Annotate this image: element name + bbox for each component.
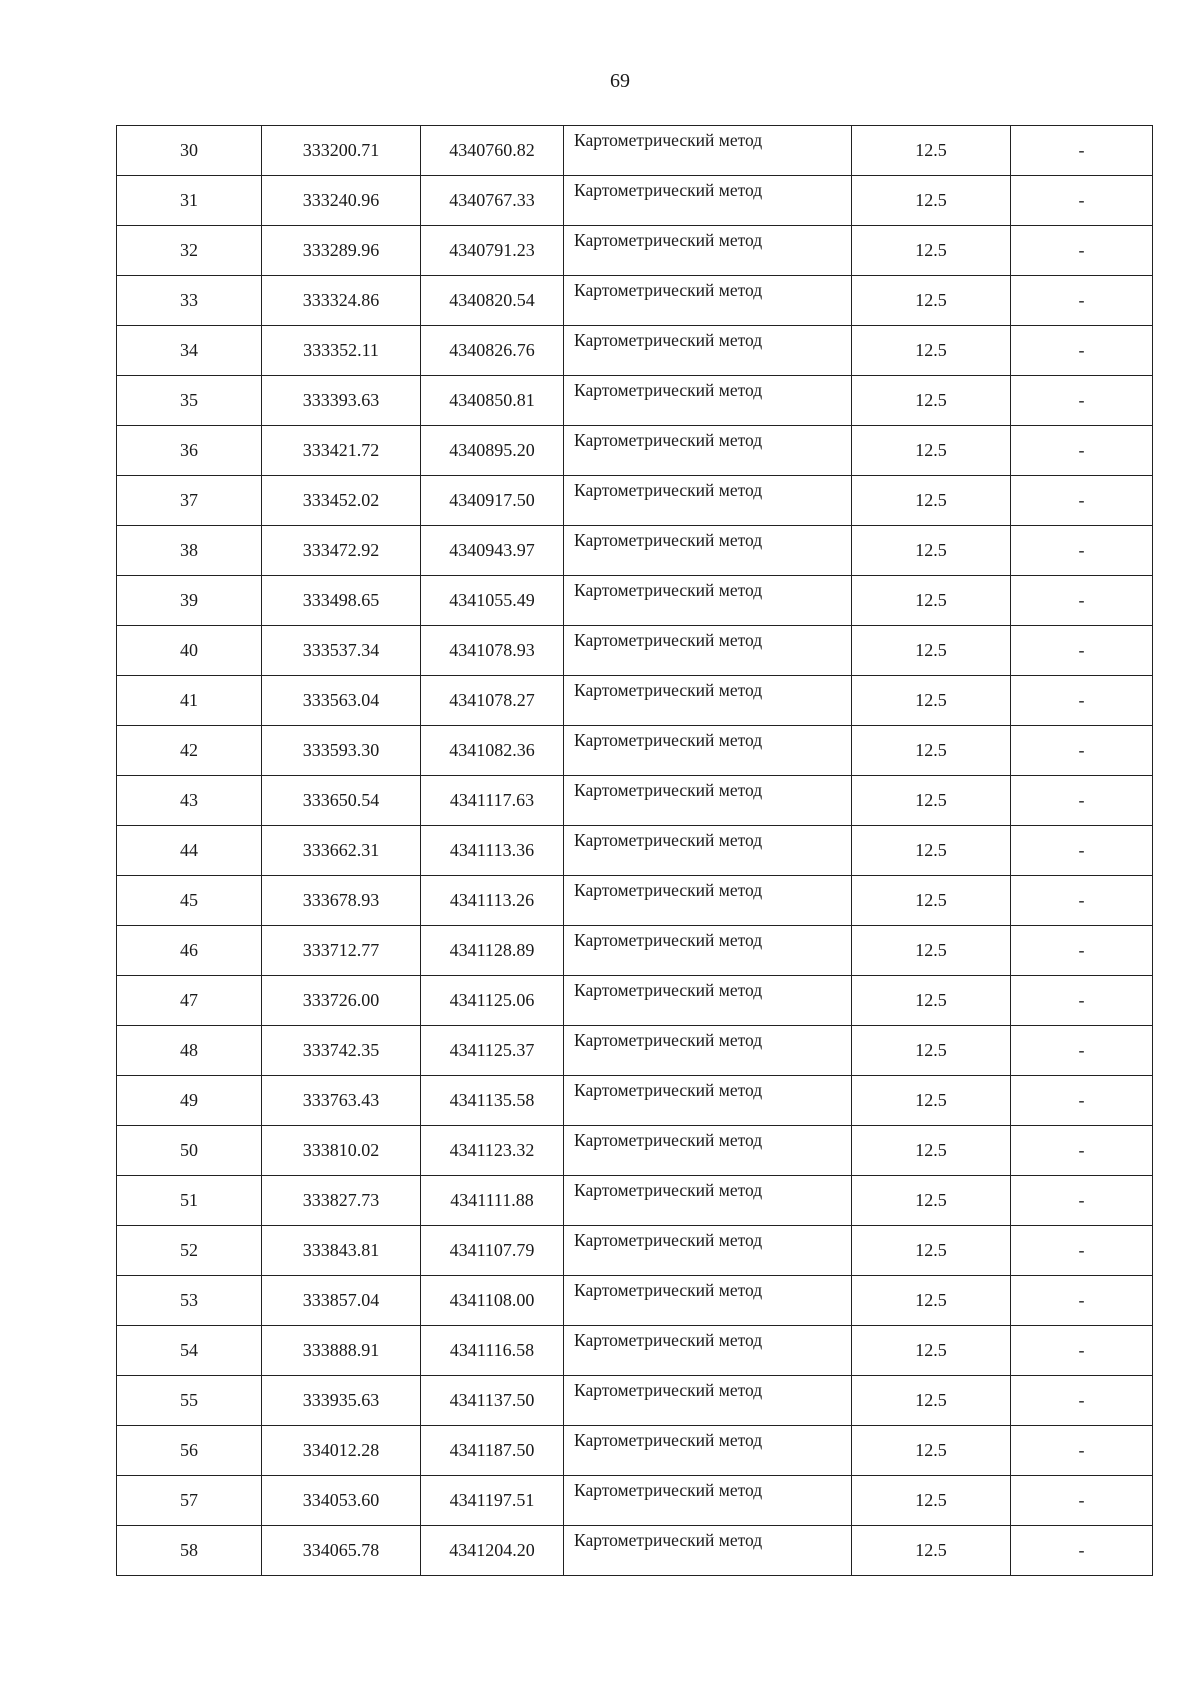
cell-accuracy: 12.5 <box>852 1526 1011 1576</box>
cell-method: Картометрический метод <box>564 526 852 576</box>
table-row <box>117 176 1153 226</box>
cell-x-coordinate: 333857.04 <box>262 1276 421 1326</box>
cell-point-number: 56 <box>117 1426 262 1476</box>
cell-note: - <box>1011 626 1153 676</box>
cell-x-coordinate: 333472.92 <box>262 526 421 576</box>
cell-point-number: 35 <box>117 376 262 426</box>
table-row <box>117 526 1153 576</box>
cell-point-number: 57 <box>117 1476 262 1526</box>
cell-y-coordinate: 4341113.26 <box>421 876 564 926</box>
cell-note: - <box>1011 226 1153 276</box>
table-row <box>117 1526 1153 1576</box>
cell-point-number: 49 <box>117 1076 262 1126</box>
cell-x-coordinate: 333393.63 <box>262 376 421 426</box>
cell-point-number: 32 <box>117 226 262 276</box>
cell-note: - <box>1011 676 1153 726</box>
cell-accuracy: 12.5 <box>852 426 1011 476</box>
cell-y-coordinate: 4341113.36 <box>421 826 564 876</box>
cell-x-coordinate: 333843.81 <box>262 1226 421 1276</box>
cell-note: - <box>1011 726 1153 776</box>
cell-x-coordinate: 333537.34 <box>262 626 421 676</box>
cell-x-coordinate: 333352.11 <box>262 326 421 376</box>
cell-y-coordinate: 4340791.23 <box>421 226 564 276</box>
cell-accuracy: 12.5 <box>852 1476 1011 1526</box>
cell-note: - <box>1011 476 1153 526</box>
cell-point-number: 39 <box>117 576 262 626</box>
cell-method: Картометрический метод <box>564 676 852 726</box>
cell-point-number: 45 <box>117 876 262 926</box>
table-row <box>117 1076 1153 1126</box>
cell-y-coordinate: 4341128.89 <box>421 926 564 976</box>
cell-method: Картометрический метод <box>564 1326 852 1376</box>
cell-y-coordinate: 4340826.76 <box>421 326 564 376</box>
cell-method: Картометрический метод <box>564 726 852 776</box>
cell-y-coordinate: 4341108.00 <box>421 1276 564 1326</box>
cell-note: - <box>1011 126 1153 176</box>
cell-x-coordinate: 333498.65 <box>262 576 421 626</box>
cell-note: - <box>1011 1026 1153 1076</box>
cell-point-number: 46 <box>117 926 262 976</box>
table-row <box>117 776 1153 826</box>
cell-note: - <box>1011 376 1153 426</box>
cell-point-number: 55 <box>117 1376 262 1426</box>
cell-point-number: 50 <box>117 1126 262 1176</box>
cell-method: Картометрический метод <box>564 1476 852 1526</box>
cell-method: Картометрический метод <box>564 876 852 926</box>
cell-point-number: 47 <box>117 976 262 1026</box>
cell-method: Картометрический метод <box>564 576 852 626</box>
cell-accuracy: 12.5 <box>852 1226 1011 1276</box>
cell-y-coordinate: 4340895.20 <box>421 426 564 476</box>
cell-method: Картометрический метод <box>564 1276 852 1326</box>
cell-point-number: 48 <box>117 1026 262 1076</box>
cell-point-number: 33 <box>117 276 262 326</box>
cell-y-coordinate: 4341187.50 <box>421 1426 564 1476</box>
table-row <box>117 476 1153 526</box>
cell-accuracy: 12.5 <box>852 326 1011 376</box>
cell-accuracy: 12.5 <box>852 776 1011 826</box>
table-row <box>117 726 1153 776</box>
cell-note: - <box>1011 1226 1153 1276</box>
cell-accuracy: 12.5 <box>852 1426 1011 1476</box>
cell-x-coordinate: 333827.73 <box>262 1176 421 1226</box>
cell-note: - <box>1011 1126 1153 1176</box>
cell-accuracy: 12.5 <box>852 926 1011 976</box>
cell-method: Картометрический метод <box>564 1176 852 1226</box>
cell-accuracy: 12.5 <box>852 576 1011 626</box>
cell-y-coordinate: 4341197.51 <box>421 1476 564 1526</box>
cell-method: Картометрический метод <box>564 1226 852 1276</box>
cell-x-coordinate: 333650.54 <box>262 776 421 826</box>
cell-accuracy: 12.5 <box>852 376 1011 426</box>
table-row <box>117 1126 1153 1176</box>
cell-point-number: 40 <box>117 626 262 676</box>
cell-accuracy: 12.5 <box>852 1326 1011 1376</box>
cell-y-coordinate: 4341135.58 <box>421 1076 564 1126</box>
table-row <box>117 326 1153 376</box>
cell-note: - <box>1011 926 1153 976</box>
cell-y-coordinate: 4341116.58 <box>421 1326 564 1376</box>
cell-note: - <box>1011 1426 1153 1476</box>
cell-method: Картометрический метод <box>564 1026 852 1076</box>
cell-note: - <box>1011 1076 1153 1126</box>
cell-x-coordinate: 333593.30 <box>262 726 421 776</box>
cell-note: - <box>1011 1276 1153 1326</box>
cell-point-number: 54 <box>117 1326 262 1376</box>
cell-point-number: 34 <box>117 326 262 376</box>
table-body <box>117 126 1153 1576</box>
cell-y-coordinate: 4340850.81 <box>421 376 564 426</box>
table-row <box>117 376 1153 426</box>
cell-y-coordinate: 4341204.20 <box>421 1526 564 1576</box>
cell-method: Картометрический метод <box>564 1126 852 1176</box>
cell-accuracy: 12.5 <box>852 126 1011 176</box>
cell-point-number: 41 <box>117 676 262 726</box>
cell-point-number: 37 <box>117 476 262 526</box>
cell-note: - <box>1011 426 1153 476</box>
cell-x-coordinate: 333240.96 <box>262 176 421 226</box>
cell-method: Картометрический метод <box>564 976 852 1026</box>
cell-accuracy: 12.5 <box>852 1126 1011 1176</box>
cell-y-coordinate: 4341117.63 <box>421 776 564 826</box>
cell-x-coordinate: 334053.60 <box>262 1476 421 1526</box>
cell-x-coordinate: 333324.86 <box>262 276 421 326</box>
cell-note: - <box>1011 276 1153 326</box>
table-row <box>117 826 1153 876</box>
cell-point-number: 30 <box>117 126 262 176</box>
cell-note: - <box>1011 1176 1153 1226</box>
table-row <box>117 1276 1153 1326</box>
cell-accuracy: 12.5 <box>852 176 1011 226</box>
cell-x-coordinate: 333678.93 <box>262 876 421 926</box>
cell-point-number: 52 <box>117 1226 262 1276</box>
cell-y-coordinate: 4340760.82 <box>421 126 564 176</box>
cell-note: - <box>1011 976 1153 1026</box>
cell-method: Картометрический метод <box>564 776 852 826</box>
table-row <box>117 1226 1153 1276</box>
cell-y-coordinate: 4341078.27 <box>421 676 564 726</box>
cell-y-coordinate: 4341123.32 <box>421 1126 564 1176</box>
cell-accuracy: 12.5 <box>852 1376 1011 1426</box>
cell-method: Картометрический метод <box>564 1526 852 1576</box>
cell-point-number: 44 <box>117 826 262 876</box>
cell-x-coordinate: 333289.96 <box>262 226 421 276</box>
cell-note: - <box>1011 876 1153 926</box>
cell-note: - <box>1011 1376 1153 1426</box>
cell-method: Картометрический метод <box>564 226 852 276</box>
table-row <box>117 1376 1153 1426</box>
cell-x-coordinate: 333726.00 <box>262 976 421 1026</box>
cell-y-coordinate: 4340943.97 <box>421 526 564 576</box>
table-row <box>117 926 1153 976</box>
table-row <box>117 226 1153 276</box>
cell-accuracy: 12.5 <box>852 1076 1011 1126</box>
cell-point-number: 53 <box>117 1276 262 1326</box>
cell-x-coordinate: 333200.71 <box>262 126 421 176</box>
cell-accuracy: 12.5 <box>852 1276 1011 1326</box>
cell-y-coordinate: 4341055.49 <box>421 576 564 626</box>
cell-point-number: 31 <box>117 176 262 226</box>
cell-method: Картометрический метод <box>564 126 852 176</box>
cell-y-coordinate: 4341082.36 <box>421 726 564 776</box>
cell-x-coordinate: 334065.78 <box>262 1526 421 1576</box>
cell-note: - <box>1011 1326 1153 1376</box>
table-row <box>117 426 1153 476</box>
cell-note: - <box>1011 326 1153 376</box>
cell-method: Картометрический метод <box>564 326 852 376</box>
cell-y-coordinate: 4341137.50 <box>421 1376 564 1426</box>
cell-note: - <box>1011 526 1153 576</box>
cell-accuracy: 12.5 <box>852 726 1011 776</box>
table-row <box>117 1426 1153 1476</box>
cell-x-coordinate: 333888.91 <box>262 1326 421 1376</box>
cell-y-coordinate: 4341125.37 <box>421 1026 564 1076</box>
cell-accuracy: 12.5 <box>852 276 1011 326</box>
table-row <box>117 1026 1153 1076</box>
cell-point-number: 58 <box>117 1526 262 1576</box>
table-row <box>117 576 1153 626</box>
cell-x-coordinate: 333712.77 <box>262 926 421 976</box>
cell-accuracy: 12.5 <box>852 476 1011 526</box>
cell-x-coordinate: 333763.43 <box>262 1076 421 1126</box>
cell-point-number: 38 <box>117 526 262 576</box>
cell-accuracy: 12.5 <box>852 976 1011 1026</box>
cell-note: - <box>1011 576 1153 626</box>
cell-point-number: 36 <box>117 426 262 476</box>
table-row <box>117 1326 1153 1376</box>
cell-method: Картометрический метод <box>564 176 852 226</box>
table-row <box>117 626 1153 676</box>
cell-y-coordinate: 4341125.06 <box>421 976 564 1026</box>
table-row <box>117 876 1153 926</box>
cell-note: - <box>1011 1476 1153 1526</box>
cell-note: - <box>1011 176 1153 226</box>
cell-note: - <box>1011 826 1153 876</box>
cell-method: Картометрический метод <box>564 476 852 526</box>
cell-method: Картометрический метод <box>564 1426 852 1476</box>
coordinates-table <box>116 125 1153 1576</box>
cell-method: Картометрический метод <box>564 826 852 876</box>
cell-accuracy: 12.5 <box>852 526 1011 576</box>
cell-method: Картометрический метод <box>564 926 852 976</box>
cell-point-number: 51 <box>117 1176 262 1226</box>
cell-x-coordinate: 334012.28 <box>262 1426 421 1476</box>
cell-method: Картометрический метод <box>564 376 852 426</box>
cell-accuracy: 12.5 <box>852 1026 1011 1076</box>
cell-x-coordinate: 333563.04 <box>262 676 421 726</box>
cell-y-coordinate: 4340767.33 <box>421 176 564 226</box>
cell-method: Картометрический метод <box>564 276 852 326</box>
table-row <box>117 1176 1153 1226</box>
cell-point-number: 42 <box>117 726 262 776</box>
cell-x-coordinate: 333452.02 <box>262 476 421 526</box>
cell-method: Картометрический метод <box>564 1076 852 1126</box>
table-row <box>117 1476 1153 1526</box>
cell-x-coordinate: 333810.02 <box>262 1126 421 1176</box>
cell-x-coordinate: 333935.63 <box>262 1376 421 1426</box>
cell-accuracy: 12.5 <box>852 676 1011 726</box>
cell-accuracy: 12.5 <box>852 226 1011 276</box>
cell-x-coordinate: 333421.72 <box>262 426 421 476</box>
table-row <box>117 976 1153 1026</box>
cell-accuracy: 12.5 <box>852 826 1011 876</box>
cell-method: Картометрический метод <box>564 626 852 676</box>
page-number: 69 <box>610 70 630 92</box>
cell-y-coordinate: 4341111.88 <box>421 1176 564 1226</box>
table-row <box>117 676 1153 726</box>
cell-x-coordinate: 333742.35 <box>262 1026 421 1076</box>
cell-point-number: 43 <box>117 776 262 826</box>
cell-method: Картометрический метод <box>564 1376 852 1426</box>
cell-x-coordinate: 333662.31 <box>262 826 421 876</box>
cell-y-coordinate: 4341107.79 <box>421 1226 564 1276</box>
cell-note: - <box>1011 776 1153 826</box>
cell-accuracy: 12.5 <box>852 626 1011 676</box>
cell-accuracy: 12.5 <box>852 876 1011 926</box>
cell-note: - <box>1011 1526 1153 1576</box>
cell-y-coordinate: 4340917.50 <box>421 476 564 526</box>
cell-y-coordinate: 4340820.54 <box>421 276 564 326</box>
cell-method: Картометрический метод <box>564 426 852 476</box>
table-row <box>117 276 1153 326</box>
table-row <box>117 126 1153 176</box>
cell-y-coordinate: 4341078.93 <box>421 626 564 676</box>
cell-accuracy: 12.5 <box>852 1176 1011 1226</box>
